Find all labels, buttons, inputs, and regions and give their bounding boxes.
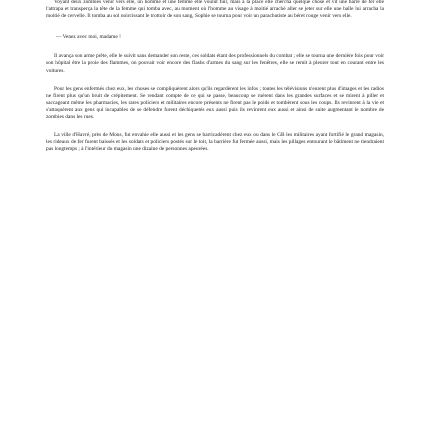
paragraph-havre: La ville d'Havré, près de Mons, fut envahie elle aussi et les gens se barricadèrent chez eux ou dans le GB les militaires ayant fortifié le grand magasin, les rideaux de fer furent baissés et les soldats et policiers postés sur le toit, la barrière fut fermée aussi, mais les pillages entourant le bâtiment ne tiendraient pas longtemps ; à l'intérieur du magasin une dizaine de personnes apeurées.: [46, 132, 384, 153]
dialogue-line: — Venez avec moi, madame !: [56, 34, 121, 41]
paragraph-escape: Il avança son arme prête, elle le suivit sans demander son reste, ces soldats étant des professionnels du combat ; elle se tourna une dernière fois pour voir son hôpital être la proie des flammes, on pouvait voir encore des flashs d'armes du sang sur les fenêtres, elle se remit à pleurer tout en courant entre les voitures.: [46, 53, 384, 74]
paragraph-gap: [46, 121, 384, 132]
paragraph-chaos: Pour les gens enfermés chez eux, les choses se compliquèrent alors qu'ils regardèrent les infos ; toutes les télévisions n'eurent plus d'images et les radios ne firent plus qu'un bruit de crépitement. Se rendant compte de ce qui se passe, beaucoup se ruèrent dans les grandes surfaces et se mirent à piller et saccageant même les pharmacies, les rares policiers et militaires encore présents ne firent pas le poids et tombèrent sous les coups. Ils revinrent à la vie et s'attaquèrent aux gens qui incapables de se défendre furent déchiquetés eux aussi puis ils revinrent eux aussi et ainsi de suite augmentant le nombre de zombies dans les rues.: [46, 85, 384, 121]
document-page: [46, 0, 384, 433]
paragraph-opening: Voyant deux zombies venir vers elle, un homme et une femme elle voulut fuir, mais à la place elle chercha quelque chose et vit une barre de fer elle l'attrapa et transperça la tête de la femme qui tomba avec, au moment où l'homme au visage à moitié arraché aller se jeter sur elle une balle lui arracha la moitié de cervelle. Il tomba au sol noircissant le trottoir de son sang, Sophie se tourna pour voir un parachutiste au béret rouge venir vers elle.: [46, 0, 384, 20]
paragraph-gap: [46, 75, 384, 86]
